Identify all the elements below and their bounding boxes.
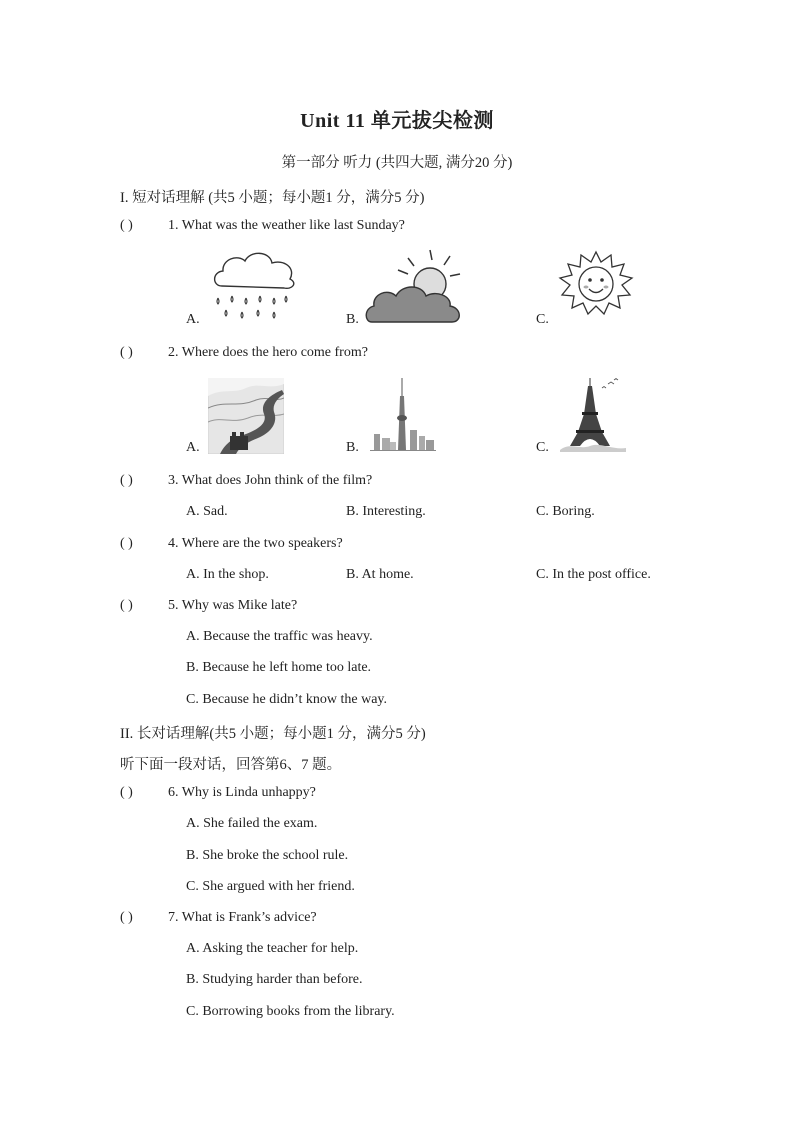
question-text: What was the weather like last Sunday? (181, 218, 405, 233)
sun-behind-cloud-icon (364, 246, 464, 328)
option-c: C. Borrowing books from the library. (186, 1004, 395, 1019)
option-b: B. Interesting. (346, 504, 426, 519)
option-c: C. Because he didn’t know the way. (186, 692, 388, 707)
section-2-heading: II. 长对话理解(共5 小题；每小题1 分，满分5 分) (120, 726, 426, 742)
answer-blank[interactable]: ( ) (120, 218, 133, 233)
question-2 (168, 345, 368, 361)
smiling-sun-icon (556, 250, 636, 316)
answer-blank[interactable]: ( ) (120, 345, 133, 360)
question-number: 5. (168, 598, 179, 613)
option-b: B. At home. (346, 567, 414, 582)
answer-blank[interactable]: ( ) (120, 473, 133, 488)
eiffel-tower-icon (556, 376, 630, 456)
option-b-label: B. (346, 440, 359, 455)
option-a: A. Because the traffic was heavy. (186, 629, 373, 644)
question-number: 7. (168, 910, 179, 925)
answer-blank[interactable]: ( ) (120, 598, 133, 613)
option-a: A. In the shop. (186, 567, 269, 582)
question-number: 1. (168, 218, 179, 233)
option-b: B. Because he left home too late. (186, 660, 372, 675)
question-text: Why was Mike late? (181, 598, 298, 613)
question-number: 6. (168, 785, 179, 800)
section-1-heading: I. 短对话理解 (共5 小题；每小题1 分，满分5 分) (120, 190, 425, 206)
cn-tower-icon (370, 378, 436, 452)
option-c-label: C. (536, 312, 549, 327)
option-a: A. Asking the teacher for help. (186, 941, 359, 956)
option-a-label: A. (186, 440, 200, 455)
answer-blank[interactable]: ( ) (120, 910, 133, 925)
great-wall-icon (208, 378, 284, 454)
option-b-label: B. (346, 312, 359, 327)
question-text: Where does the hero come from? (181, 345, 368, 360)
question-4 (168, 536, 343, 552)
option-c: C. In the post office. (536, 567, 651, 582)
question-number: 4. (168, 536, 179, 551)
question-1 (168, 218, 405, 234)
answer-blank[interactable]: ( ) (120, 536, 133, 551)
question-7 (168, 910, 317, 926)
answer-blank[interactable]: ( ) (120, 785, 133, 800)
option-c: C. Boring. (536, 504, 595, 519)
question-text: Why is Linda unhappy? (181, 785, 316, 800)
section-2-instruction: 听下面一段对话，回答第6、7 题。 (120, 757, 342, 773)
page-title: Unit 11 单元拔尖检测 (300, 110, 494, 132)
option-b: B. She broke the school rule. (186, 848, 349, 863)
option-b: B. Studying harder than before. (186, 972, 363, 987)
option-c-label: C. (536, 440, 549, 455)
question-text: What is Frank’s advice? (181, 910, 317, 925)
question-number: 2. (168, 345, 179, 360)
rain-cloud-icon (208, 248, 300, 324)
question-number: 3. (168, 473, 179, 488)
question-3 (168, 473, 372, 489)
option-a-label: A. (186, 312, 200, 327)
option-a: A. Sad. (186, 504, 228, 519)
question-text: What does John think of the film? (181, 473, 373, 488)
question-text: Where are the two speakers? (181, 536, 343, 551)
option-a: A. She failed the exam. (186, 816, 318, 831)
question-6 (168, 785, 316, 801)
question-5 (168, 598, 297, 614)
part-subtitle: 第一部分 听力 (共四大题, 满分20 分) (281, 155, 513, 171)
option-c: C. She argued with her friend. (186, 879, 355, 894)
